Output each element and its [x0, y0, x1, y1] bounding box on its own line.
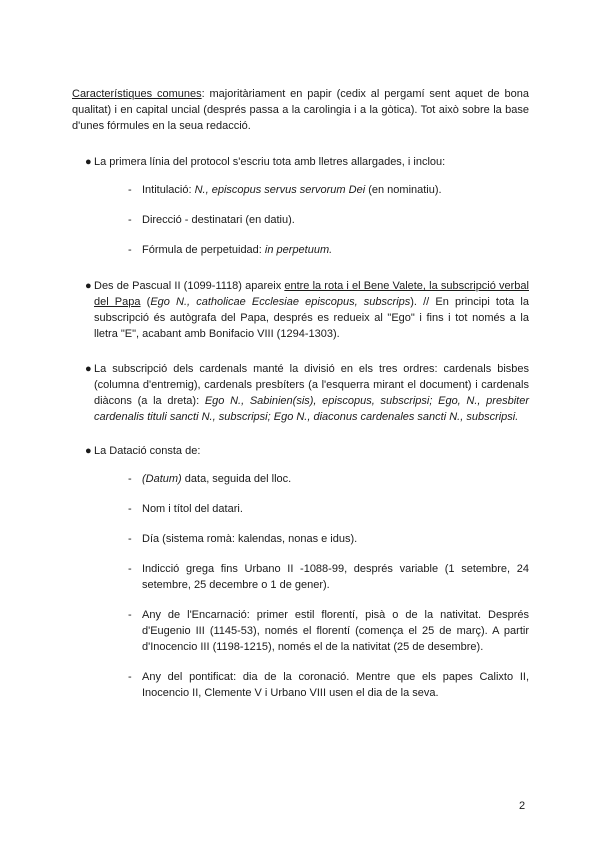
dash-icon: - [128, 533, 132, 545]
bullet-item-cardenals [72, 361, 529, 425]
sub-item-text: Any del pontificat: dia de la coronació. Mentre que els papes Calixto II, Inocencio II, Clemente V i Urbano VIII usen el dia de la seva. [142, 671, 529, 699]
sub-item-italic: N., episcopus servus servorum Dei [194, 184, 366, 196]
sub-item [94, 669, 529, 701]
sub-list [94, 182, 529, 258]
bullet-list [72, 154, 529, 701]
sub-item-text: Nom i títol del datari. [142, 503, 243, 515]
dash-icon: - [128, 563, 132, 575]
intro-paragraph [72, 86, 529, 134]
sub-item-text: Direcció - destinatari (en datiu). [142, 214, 295, 226]
page-body [72, 86, 529, 701]
bullet-item-pascual [72, 278, 529, 342]
sub-item [94, 471, 529, 487]
dash-icon: - [128, 503, 132, 515]
dash-icon: - [128, 244, 132, 256]
sub-item [94, 607, 529, 655]
sub-item [94, 501, 529, 517]
italic-text: Ego N., Sabinien(sis), episcopus, subscripsi; Ego, N., presbiter cardenalis tituli sancti N., subscripsi; Ego N., diaconus cardenales sancti N., subscripsi. [94, 395, 529, 423]
bullet-icon: ● [85, 156, 92, 168]
sub-item-text-post: (en nominatiu). [365, 184, 442, 196]
sub-item-text: Indicció grega fins Urbano II -1088-99, després variable (1 setembre, 24 setembre, 25 decembre o 1 de gener). [142, 563, 529, 591]
dash-icon: - [128, 609, 132, 621]
sub-item-italic: (Datum) [142, 473, 182, 485]
sub-item-text: Fórmula de perpetuidad: [142, 244, 265, 256]
sub-item-text: Intitulació: [142, 184, 195, 196]
bullet-icon: ● [85, 280, 92, 292]
sub-list [94, 471, 529, 701]
sub-item-text: Any de l'Encarnació: primer estil florentí, pisà o de la nativitat. Després d'Eugenio III (1145-53), només el florentí (comença el 25 de març). A partir d'Inocencio III (1198-1215), només el de la nativitat (25 de desembre). [142, 609, 529, 653]
sub-item [94, 212, 529, 228]
sub-item [94, 531, 529, 547]
intro-label: Característiques comunes [72, 88, 202, 100]
italic-text: Ego N., catholicae Ecclesiae episcopus, subscrips [150, 296, 411, 308]
bullet-item-datacio [72, 443, 529, 701]
bullet-item-protocol [72, 154, 529, 258]
sub-item-italic: in perpetuum. [264, 244, 333, 256]
sub-item [94, 561, 529, 593]
bullet-text: La subscripció dels cardenals manté la divisió en els tres ordres: cardenals bisbes (columna d'entremig), cardenals presbíters (a l'esquerra mirant el document) i cardenals diàcons (a la dreta): Ego N., Sabinien(sis), episcopus, subscripsi; Ego, N., presbiter cardenalis tituli sancti N., subscripsi; Ego N., diaconus cardenales sancti N., subscripsi. [94, 363, 529, 423]
bullet-icon: ● [85, 363, 92, 375]
bullet-icon: ● [85, 445, 92, 457]
bullet-text: La primera línia del protocol s'escriu tota amb lletres allargades, i inclou: [94, 156, 446, 168]
sub-item-text: data, seguida del lloc. [181, 473, 292, 485]
sub-item-text: Día (sistema romà: kalendas, nonas e idus). [142, 533, 358, 545]
sub-item [94, 242, 529, 258]
dash-icon: - [128, 184, 132, 196]
dash-icon: - [128, 214, 132, 226]
bullet-text: La Datació consta de: [94, 445, 201, 457]
bullet-text: Des de Pascual II (1099-1118) apareix entre la rota i el Bene Valete, la subscripció verbal del Papa (Ego N., catholicae Ecclesiae episcopus, subscrips). // En principi tota la subscripció és autògrafa del Papa, després es redueix al "Ego" i fins i tot només a la lletra "E", acabant amb Bonifacio VIII (1294-1303). [94, 280, 529, 340]
dash-icon: - [128, 473, 132, 485]
underlined-text: entre la rota i el Bene Valete, la subscripció verbal del Papa [94, 280, 529, 308]
sub-item [94, 182, 529, 198]
intro-text: : majoritàriament en papir (cedix al pergamí sent aquet de bona qualitat) i en capital uncial (després passa a la carolingia i a la gòtica). Tot això sobre la base d'unes fórmules en la seua redacció. [72, 88, 530, 132]
page-number: 2 [519, 800, 526, 812]
dash-icon: - [128, 671, 132, 683]
